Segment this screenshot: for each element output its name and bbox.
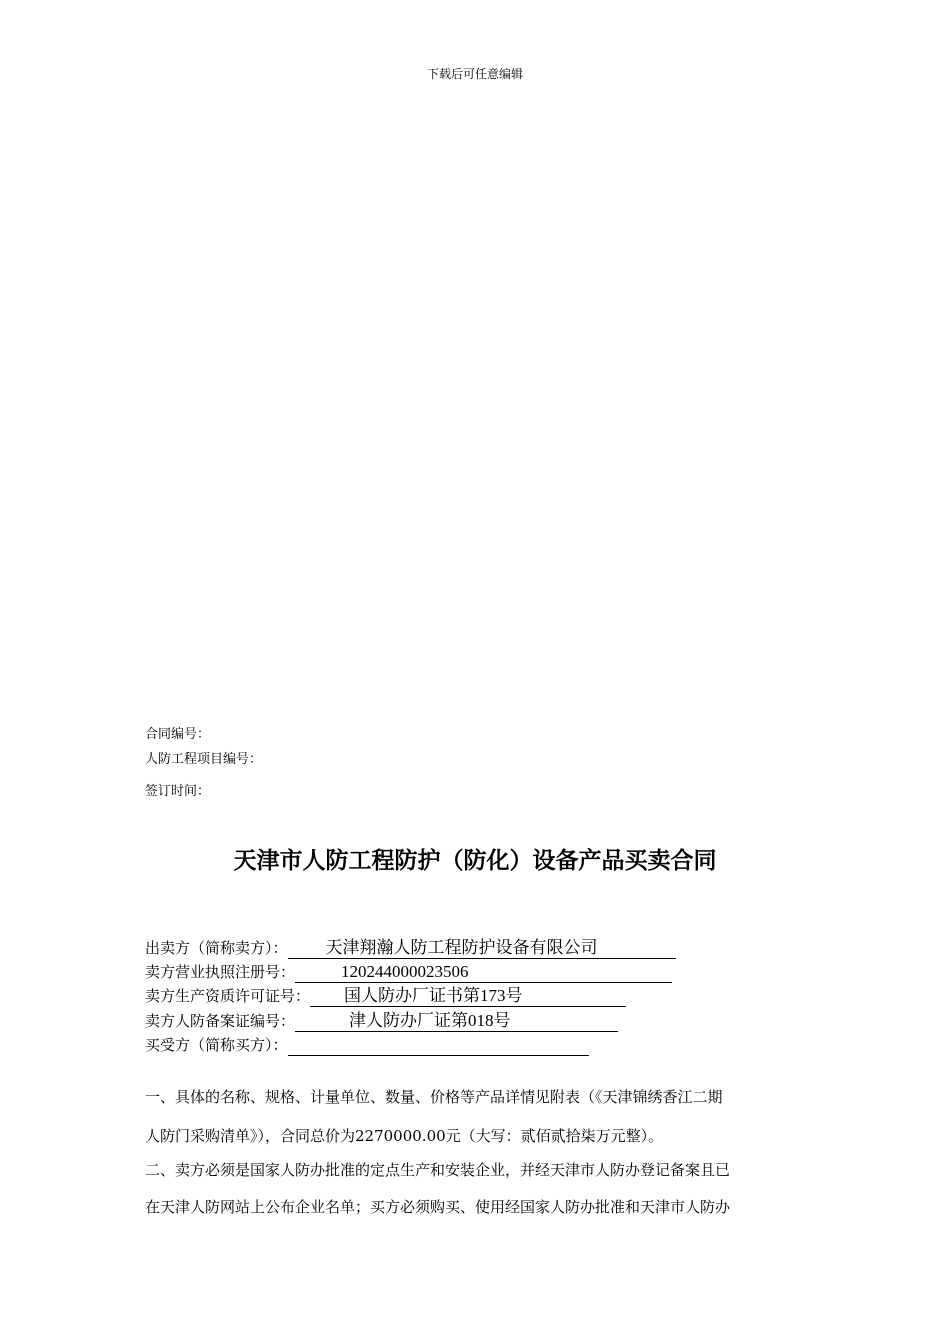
seller-qualification-row — [145, 985, 626, 1007]
sign-date-label: 签订时间： — [145, 784, 211, 799]
header-note: 下载后可任意编辑 — [426, 67, 523, 81]
buyer-value — [288, 1055, 589, 1056]
seller-license-label: 卖方营业执照注册号： — [145, 963, 296, 981]
seller-record-label: 卖方人防备案证编号： — [145, 1012, 296, 1030]
seller-qualification-value: 国人防办厂证书第173号 — [310, 986, 626, 1007]
seller-qualification-label: 卖方生产资质许可证号： — [145, 987, 311, 1005]
seller-license-value: 120244000023506 — [295, 962, 672, 983]
clause-1-line-2: 人防门采购清单》），合同总价为2270000.00元（大写：贰佰贰拾柒万元整）。 — [145, 1127, 664, 1145]
clause-2-line-2: 在天津人防网站上公布企业名单；买方必须购买、使用经国家人防办批准和天津市人防办 — [145, 1198, 731, 1216]
seller-record-row — [145, 1010, 618, 1032]
seller-row — [145, 937, 676, 959]
buyer-row — [145, 1034, 589, 1056]
contract-number-label: 合同编号： — [145, 727, 211, 742]
clause-1-line-1: 一、具体的名称、规格、计量单位、数量、价格等产品详情见附表（《天津锦绣香江二期 — [145, 1088, 723, 1106]
contract-title: 天津市人防工程防护（防化）设备产品买卖合同 — [233, 848, 717, 874]
seller-label: 出卖方（简称卖方）： — [145, 939, 288, 957]
seller-record-value: 津人防办厂证第018号 — [295, 1011, 618, 1032]
seller-value: 天津翔瀚人防工程防护设备有限公司 — [288, 938, 676, 959]
clause-2-line-1: 二、卖方必须是国家人防办批准的定点生产和安装企业，并经天津市人防办登记备案且已 — [145, 1161, 731, 1179]
project-number-label: 人防工程项目编号： — [145, 752, 263, 767]
buyer-label: 买受方（简称买方）： — [145, 1036, 288, 1054]
seller-license-row — [145, 961, 672, 983]
